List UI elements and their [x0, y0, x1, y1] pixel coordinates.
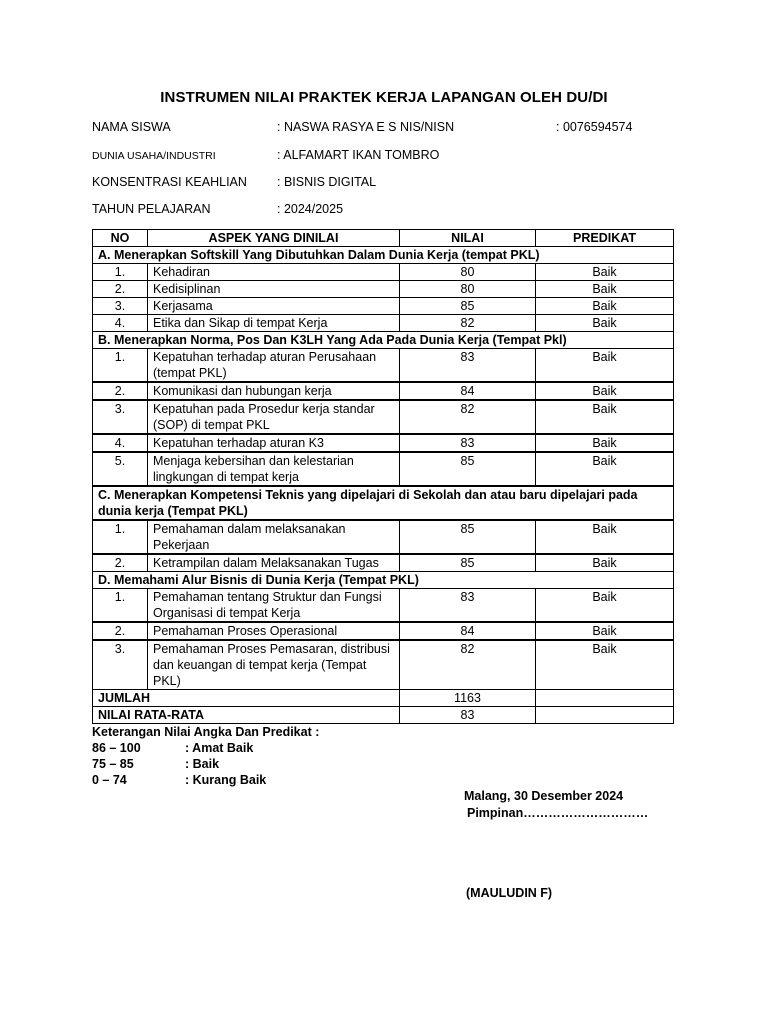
row-no: 5.: [93, 452, 148, 486]
legend-predikat: : Amat Baik: [185, 741, 254, 755]
row-predikat: Baik: [536, 400, 674, 434]
konsentrasi-label: KONSENTRASI KEAHLIAN: [92, 175, 247, 189]
section-title: C. Menerapkan Kompetensi Teknis yang dipelajari di Sekolah dan atau baru dipelajari pada dunia kerja (Tempat PKL): [93, 486, 674, 520]
section-title: B. Menerapkan Norma, Pos Dan K3LH Yang Ada Pada Dunia Kerja (Tempat Pkl): [93, 332, 674, 349]
row-aspek: Kepatuhan terhadap aturan Perusahaan (tempat PKL): [148, 349, 400, 383]
tahun-value: : 2024/2025: [277, 202, 344, 216]
row-predikat: Baik: [536, 298, 674, 315]
table-row: [93, 298, 674, 315]
row-nilai: 82: [400, 640, 536, 690]
section-title: A. Menerapkan Softskill Yang Dibutuhkan Dalam Dunia Kerja (tempat PKL): [93, 247, 674, 264]
row-nilai: 82: [400, 400, 536, 434]
row-nilai: 82: [400, 315, 536, 332]
grade-table: [92, 229, 674, 724]
row-nilai: 80: [400, 281, 536, 298]
row-no: 2.: [93, 622, 148, 640]
row-aspek: Ketrampilan dalam Melaksanakan Tugas: [148, 554, 400, 572]
header-aspek: ASPEK YANG DINILAI: [148, 230, 400, 247]
table-row: [93, 520, 674, 554]
section-row-d: [93, 572, 674, 589]
legend-range: 86 – 100: [92, 741, 141, 755]
header-nilai: NILAI: [400, 230, 536, 247]
tahun-label: TAHUN PELAJARAN: [92, 202, 211, 216]
row-aspek: Kepatuhan pada Prosedur kerja standar (SOP) di tempat PKL: [148, 400, 400, 434]
legend-predikat: : Kurang Baik: [185, 773, 267, 787]
section-row-c: [93, 486, 674, 520]
section-title: D. Memahami Alur Bisnis di Dunia Kerja (Tempat PKL): [93, 572, 674, 589]
row-no: 3.: [93, 298, 148, 315]
row-predikat: Baik: [536, 264, 674, 281]
legend-item: [92, 772, 319, 788]
row-predikat: Baik: [536, 622, 674, 640]
row-predikat: Baik: [536, 281, 674, 298]
signature-place-date: Malang, 30 Desember 2024: [464, 789, 624, 803]
rata-label: NILAI RATA-RATA: [93, 707, 400, 724]
row-no: 4.: [93, 434, 148, 452]
section-row-a: [93, 247, 674, 264]
row-nilai: 85: [400, 520, 536, 554]
row-no: 2.: [93, 281, 148, 298]
table-row: [93, 400, 674, 434]
legend-item: [92, 740, 319, 756]
jumlah-label: JUMLAH: [93, 690, 400, 707]
document-title: INSTRUMEN NILAI PRAKTEK KERJA LAPANGAN OLEH DU/DI: [160, 89, 608, 106]
rata-row: [93, 707, 674, 724]
row-nilai: 83: [400, 589, 536, 623]
row-nilai: 85: [400, 452, 536, 486]
row-no: 1.: [93, 349, 148, 383]
konsentrasi-value: : BISNIS DIGITAL: [277, 175, 377, 189]
header-no: NO: [93, 230, 148, 247]
row-predikat: Baik: [536, 434, 674, 452]
row-no: 2.: [93, 554, 148, 572]
row-aspek: Kerjasama: [148, 298, 400, 315]
row-aspek: Pemahaman Proses Pemasaran, distribusi dan keuangan di tempat kerja (Tempat PKL): [148, 640, 400, 690]
row-nilai: 83: [400, 434, 536, 452]
row-aspek: Kehadiran: [148, 264, 400, 281]
row-aspek: Pemahaman tentang Struktur dan Fungsi Organisasi di tempat Kerja: [148, 589, 400, 623]
legend-title: Keterangan Nilai Angka Dan Predikat :: [92, 725, 320, 739]
row-aspek: Pemahaman Proses Operasional: [148, 622, 400, 640]
section-row-b: [93, 332, 674, 349]
jumlah-row: [93, 690, 674, 707]
legend-range: 75 – 85: [92, 757, 134, 771]
row-predikat: Baik: [536, 452, 674, 486]
signature-pimpinan: Pimpinan…………………………: [467, 806, 649, 820]
dudi-label: DUNIA USAHA/INDUSTRI: [92, 150, 216, 162]
row-predikat: Baik: [536, 589, 674, 623]
row-predikat: Baik: [536, 349, 674, 383]
nama-value: : NASWA RASYA E S NIS/NISN: [277, 120, 455, 134]
row-aspek: Pemahaman dalam melaksanakan Pekerjaan: [148, 520, 400, 554]
legend: [92, 724, 319, 788]
table-row: [93, 281, 674, 298]
signature-name: (MAULUDIN F): [466, 886, 553, 900]
table-row: [93, 640, 674, 690]
row-no: 3.: [93, 640, 148, 690]
rata-predikat: [536, 707, 674, 724]
row-nilai: 85: [400, 298, 536, 315]
legend-item: [92, 756, 319, 772]
row-no: 1.: [93, 589, 148, 623]
row-no: 1.: [93, 264, 148, 281]
table-row: [93, 349, 674, 383]
nisn-value: : 0076594574: [556, 120, 633, 134]
row-aspek: Kepatuhan terhadap aturan K3: [148, 434, 400, 452]
row-no: 1.: [93, 520, 148, 554]
row-nilai: 84: [400, 622, 536, 640]
table-row: [93, 622, 674, 640]
row-nilai: 84: [400, 382, 536, 400]
table-row: [93, 452, 674, 486]
row-no: 4.: [93, 315, 148, 332]
row-predikat: Baik: [536, 554, 674, 572]
row-predikat: Baik: [536, 520, 674, 554]
legend-range: 0 – 74: [92, 773, 127, 787]
table-row: [93, 434, 674, 452]
rata-value: 83: [400, 707, 536, 724]
jumlah-predikat: [536, 690, 674, 707]
table-header-row: [93, 230, 674, 247]
dudi-value: : ALFAMART IKAN TOMBRO: [277, 148, 440, 162]
row-nilai: 83: [400, 349, 536, 383]
row-aspek: Menjaga kebersihan dan kelestarian lingkungan di tempat kerja: [148, 452, 400, 486]
table-row: [93, 589, 674, 623]
jumlah-value: 1163: [400, 690, 536, 707]
row-no: 3.: [93, 400, 148, 434]
row-aspek: Kedisiplinan: [148, 281, 400, 298]
nama-label: NAMA SISWA: [92, 120, 171, 134]
row-predikat: Baik: [536, 382, 674, 400]
row-predikat: Baik: [536, 640, 674, 690]
row-no: 2.: [93, 382, 148, 400]
row-aspek: Komunikasi dan hubungan kerja: [148, 382, 400, 400]
row-predikat: Baik: [536, 315, 674, 332]
header-predikat: PREDIKAT: [536, 230, 674, 247]
row-nilai: 85: [400, 554, 536, 572]
row-nilai: 80: [400, 264, 536, 281]
legend-predikat: : Baik: [185, 757, 220, 771]
table-row: [93, 382, 674, 400]
row-aspek: Etika dan Sikap di tempat Kerja: [148, 315, 400, 332]
table-row: [93, 554, 674, 572]
table-row: [93, 315, 674, 332]
table-row: [93, 264, 674, 281]
